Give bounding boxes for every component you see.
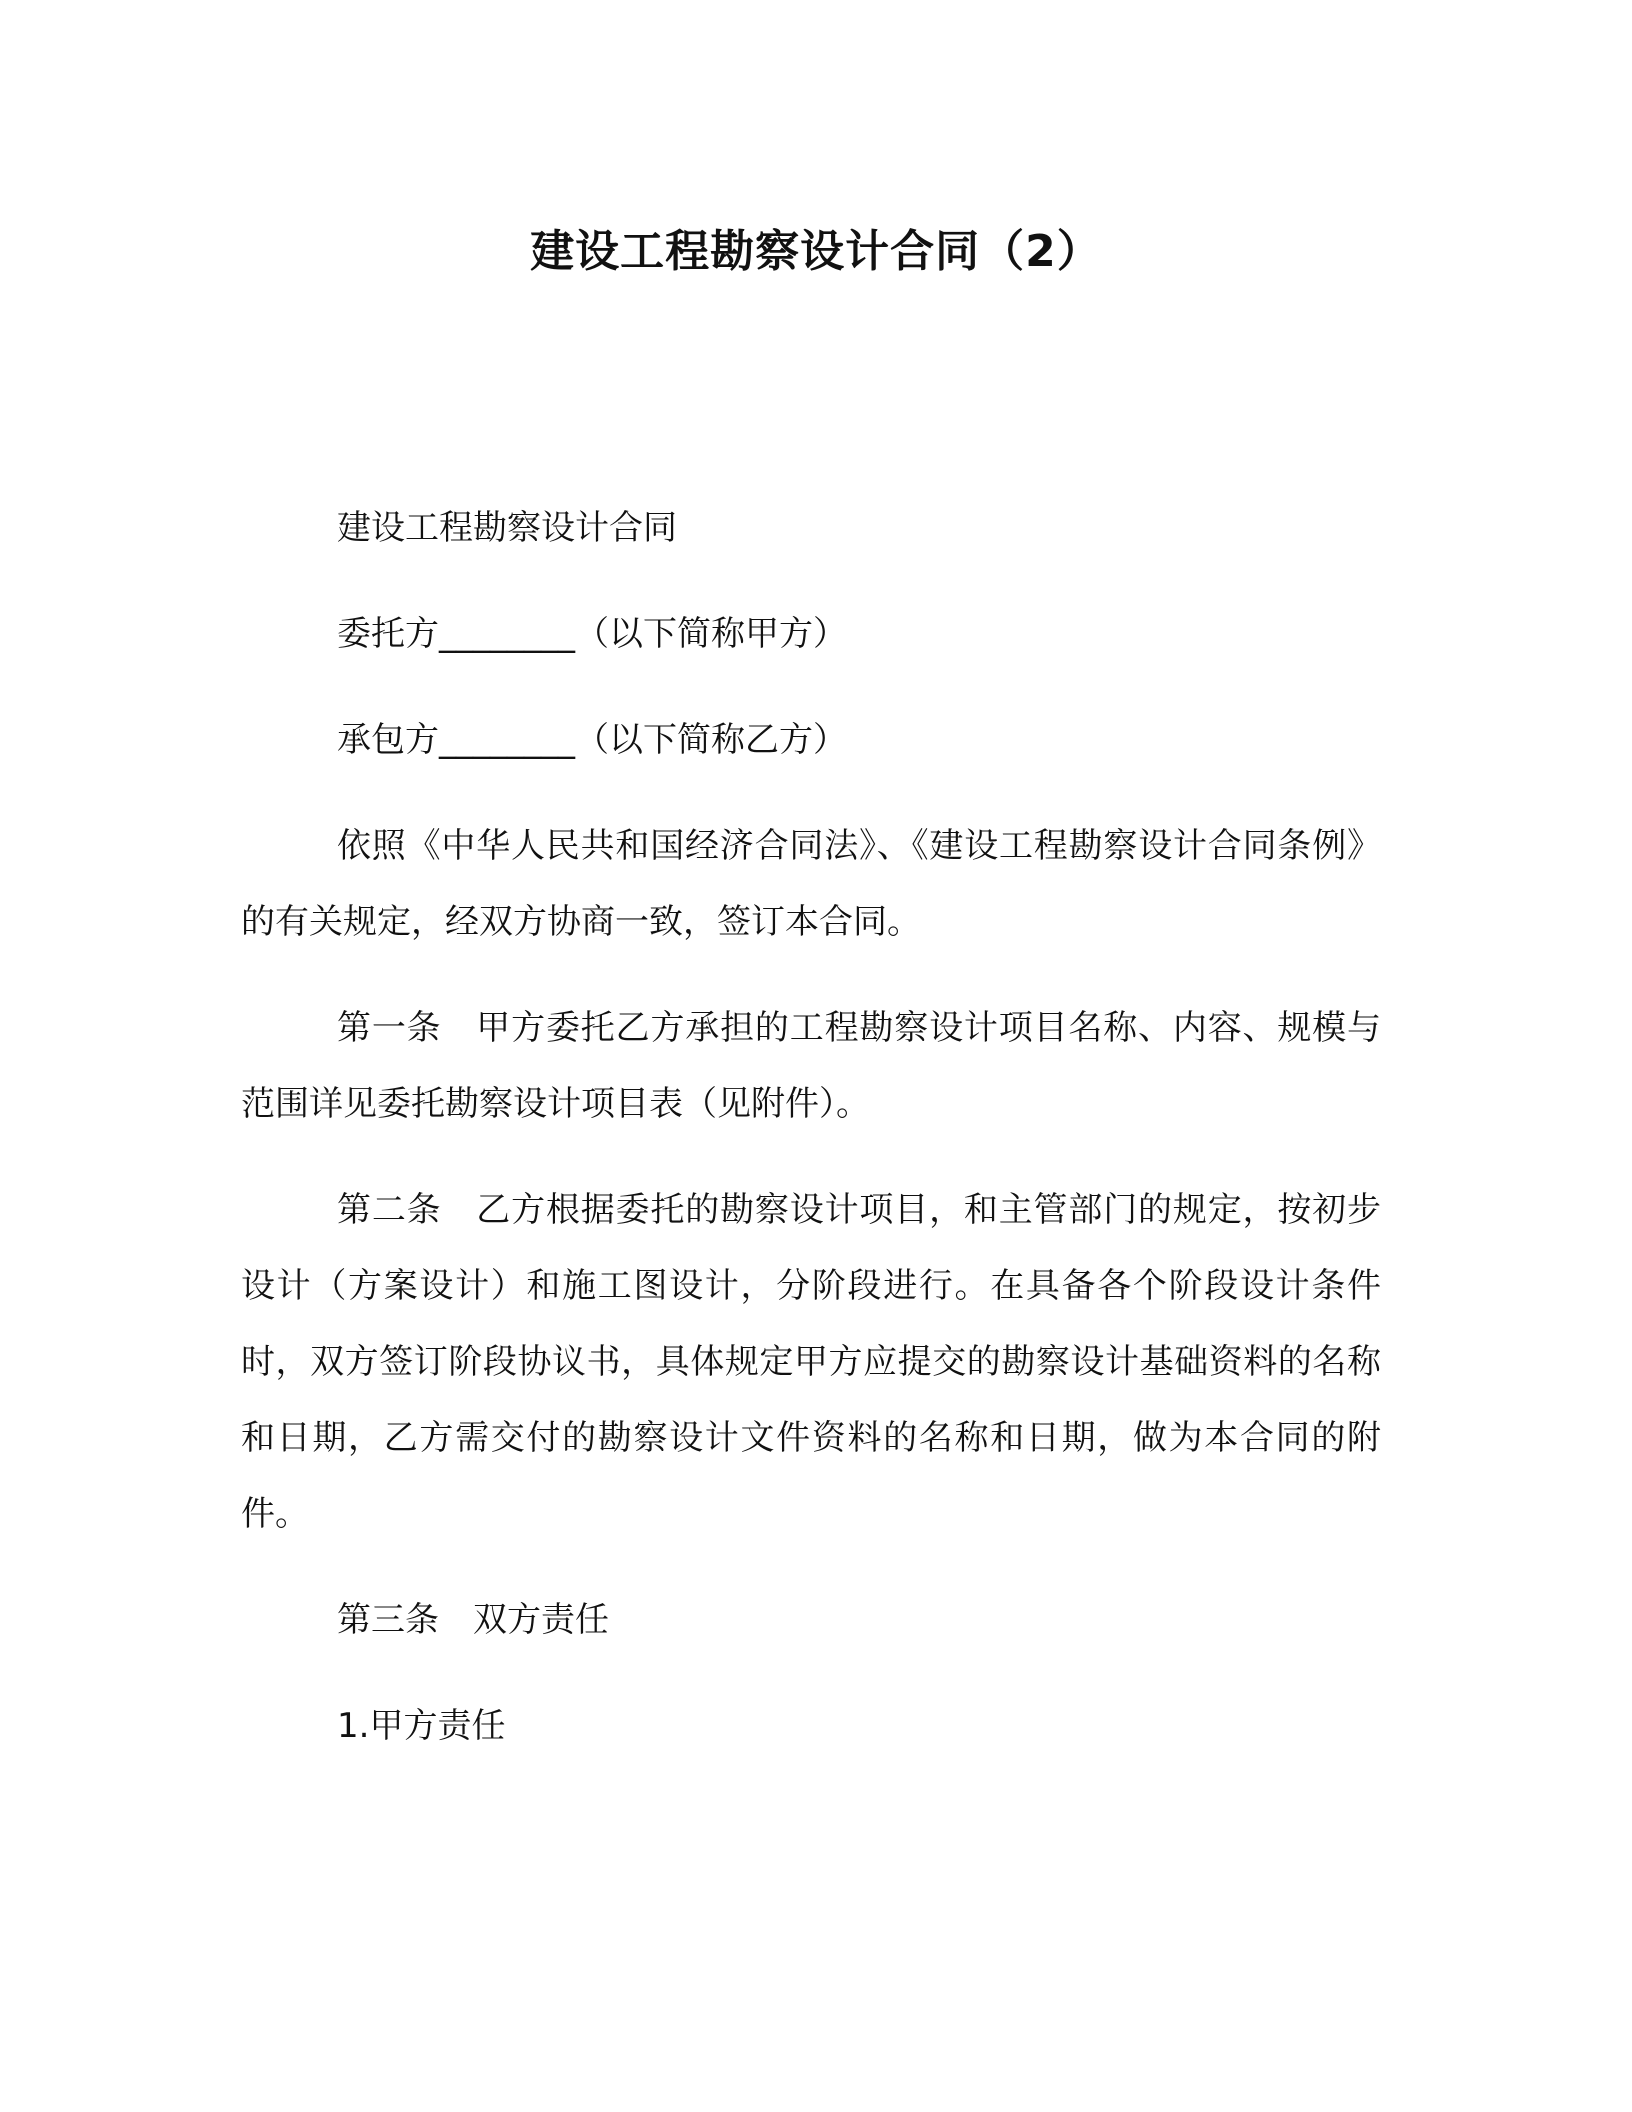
paragraph-preamble: 依照《中华人民共和国经济合同法》、《建设工程勘察设计合同条例》的有关规定，经双方协商一致，签订本合同。	[241, 826, 1381, 942]
paragraph-party-a-duties: 1.甲方责任	[337, 1706, 506, 1746]
paragraph-client: 委托方________（以下简称甲方）	[337, 614, 847, 654]
paragraph-contractor: 承包方________（以下简称乙方）	[337, 720, 847, 760]
document-title: 建设工程勘察设计合同（2）	[530, 226, 1102, 277]
paragraph-article-2: 第二条 乙方根据委托的勘察设计项目，和主管部门的规定，按初步设计（方案设计）和施工图设计，分阶段进行。在具备各个阶段设计条件时，双方签订阶段协议书，具体规定甲方应提交的勘察设计基础资料的名称和日期，乙方需交付的勘察设计文件资料的名称和日期，做为本合同的附件。	[241, 1190, 1381, 1534]
paragraph-heading: 建设工程勘察设计合同	[337, 508, 677, 548]
document-body	[241, 490, 1381, 1794]
paragraph-article-1: 第一条 甲方委托乙方承担的工程勘察设计项目名称、内容、规模与范围详见委托勘察设计项目表（见附件）。	[241, 1008, 1381, 1124]
paragraph-article-3: 第三条 双方责任	[337, 1600, 609, 1640]
